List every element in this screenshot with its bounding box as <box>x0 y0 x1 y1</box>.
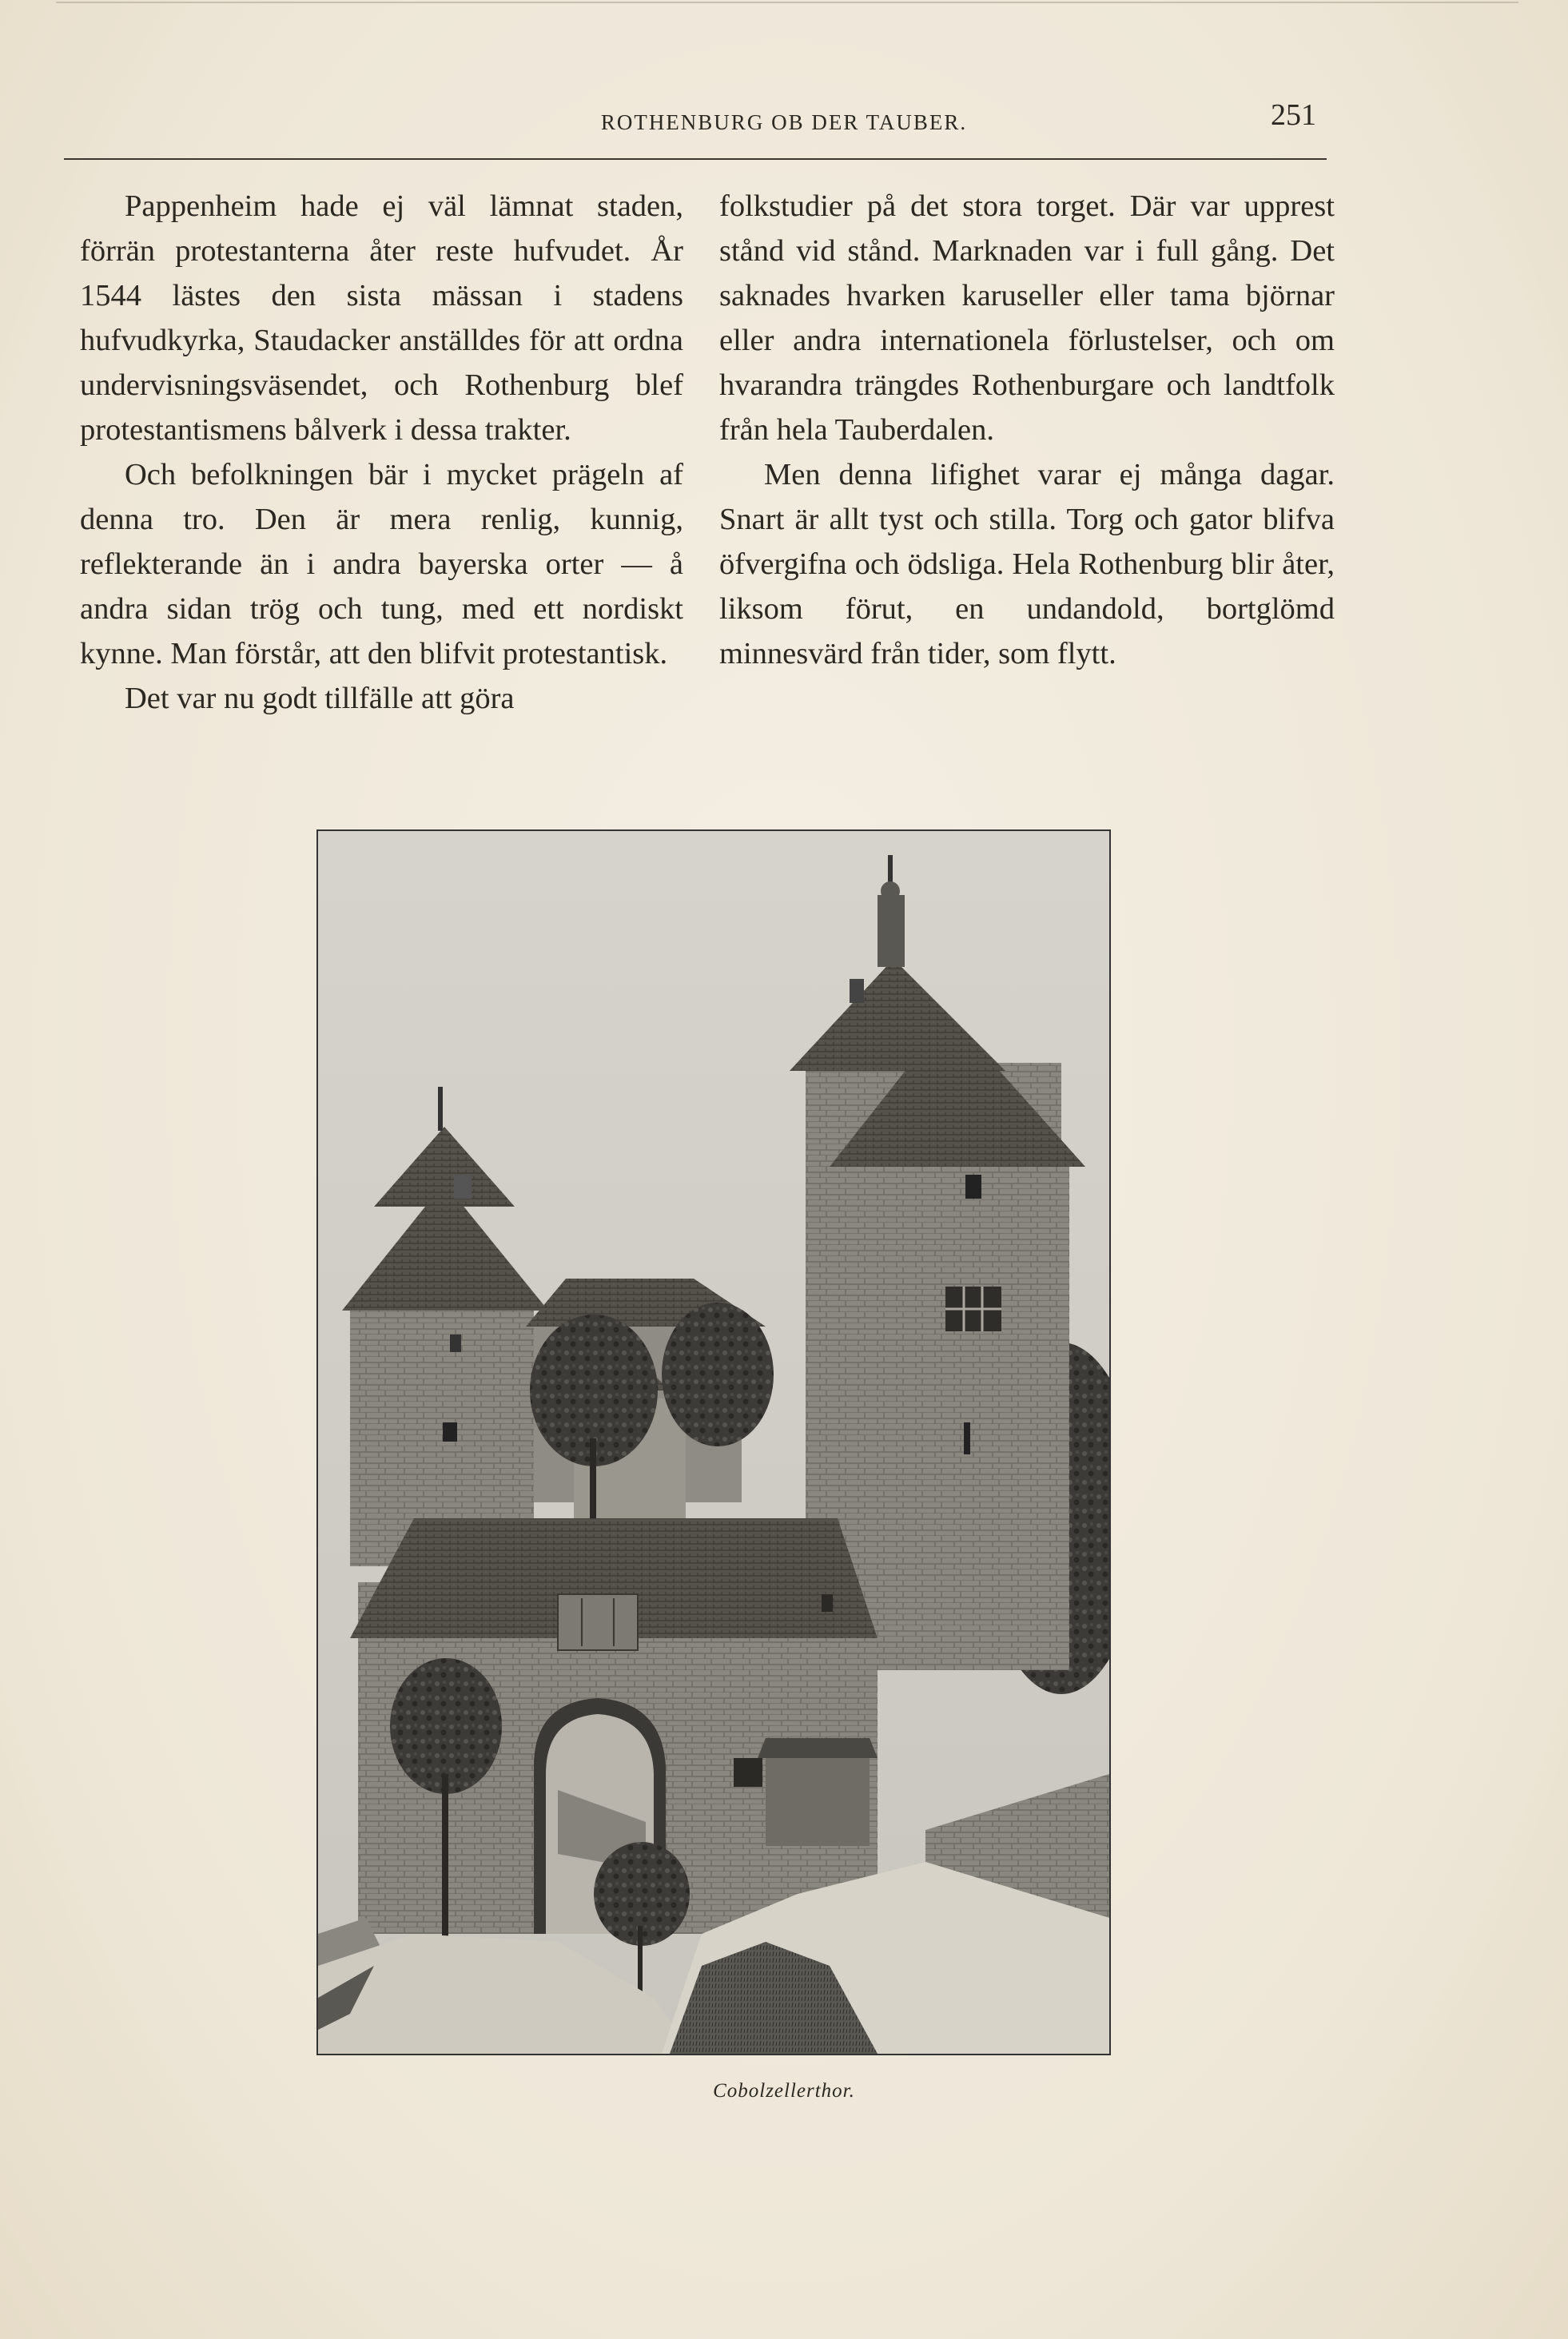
header-rule <box>64 158 1327 160</box>
right-paragraph-1: folkstudier på det stora torget. Där var upprest stånd vid stånd. Marknaden var i full gång. Det saknades hvarken karuseller eller tama björnar eller andra internationela förlustelser, och om hvarandra trängdes Rothenburgare och landtfolk från hela Tauberdalen. <box>719 189 1335 447</box>
left-text-column <box>80 184 683 721</box>
gate-photograph <box>316 829 1111 2055</box>
figure-caption: Cobolzellerthor. <box>713 2080 855 2102</box>
right-paragraph-2: Men denna lifighet varar ej många dagar. Snart är allt tyst och stilla. Torg och gator blifva öfvergifna och ödsliga. Hela Rothenburg blir åter, liksom förut, en undandold, bortglömd minnesvärd från tider, som flytt. <box>719 458 1335 670</box>
left-paragraph-2: Och befolkningen bär i mycket prägeln af denna tro. Den är mera renlig, kunnig, reflekterande än i andra bayerska orter — å andra sidan trög och tung, med ett nordiskt kynne. Man förstår, att den blifvit protestantisk. <box>80 458 683 670</box>
side-building <box>758 1738 878 1846</box>
right-text-column <box>719 184 1335 676</box>
running-title: ROTHENBURG OB DER TAUBER. <box>600 110 968 134</box>
left-paragraph-1: Pappenheim hade ej väl lämnat staden, förrän protestanterna åter reste hufvudet. År 1544 lästes den sista mässan i stadens hufvudkyrka, Staudacker anställdes för att ordna undervisningsväsendet, och Rothenburg blef protestantismens bålverk i dessa trakter. <box>80 189 683 447</box>
page-number: 251 <box>1271 98 1316 132</box>
left-paragraph-3: Det var nu godt tillfälle att göra <box>125 682 515 715</box>
page-top-edge-line <box>56 2 1518 3</box>
